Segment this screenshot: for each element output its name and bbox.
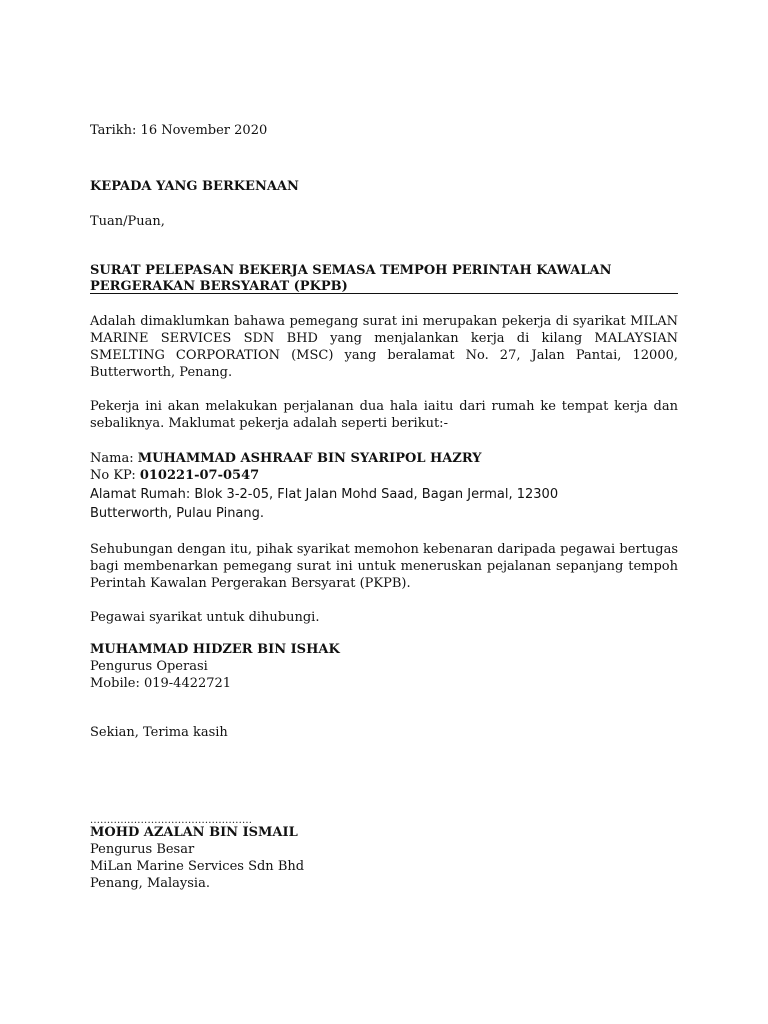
signature-line: ................................................: [90, 815, 253, 826]
paragraph-travel: Pekerja ini akan melakukan perjalanan dua hala iaitu dari rumah ke tempat kerja dan sebaliknya. Maklumat pekerja adalah seperti berikut:-: [90, 399, 678, 431]
employee-name-label: Nama:: [90, 451, 138, 466]
subject-line-2: PERGERAKAN BERSYARAT (PKPB): [90, 279, 348, 294]
recipient-heading: KEPADA YANG BERKENAAN: [90, 179, 299, 194]
letter-date: Tarikh: 16 November 2020: [90, 123, 268, 138]
subject-line-1: SURAT PELEPASAN BEKERJA SEMASA TEMPOH PERINTAH KAWALAN: [90, 263, 612, 278]
employee-ic-value: 010221-07-0547: [139, 468, 260, 483]
contact-position: Pengurus Operasi: [90, 659, 208, 674]
signatory-company: MiLan Marine Services Sdn Bhd: [90, 859, 305, 874]
contact-mobile: Mobile: 019-4422721: [90, 676, 232, 691]
contact-name: MUHAMMAD HIDZER BIN ISHAK: [90, 642, 340, 657]
employee-name-row: [90, 450, 482, 467]
employee-ic-row: [90, 467, 259, 484]
employee-address-line-1: Alamat Rumah: Blok 3-2-05, Flat Jalan Mohd Saad, Bagan Jermal, 12300: [90, 487, 559, 502]
contact-intro: Pegawai syarikat untuk dihubungi.: [90, 610, 320, 625]
signatory-position: Pengurus Besar: [90, 842, 195, 857]
paragraph-employment: Adalah dimaklumkan bahawa pemegang surat ini merupakan pekerja di syarikat MILAN MARINE SERVICES SDN BHD yang menjalankan kerja di kilang MALAYSIAN SMELTING CORPORATION (MSC) yang beralamat No. 27, Jalan Pantai, 12000, Butterworth, Penang.: [90, 314, 678, 380]
subject-underline: [90, 293, 678, 294]
paragraph-request: Sehubungan dengan itu, pihak syarikat memohon kebenaran daripada pegawai bertugas bagi membenarkan pemegang surat ini untuk meneruskan pejalanan sepanjang tempoh Perintah Kawalan Pergerakan Bersyarat (PKPB).: [90, 542, 678, 591]
salutation: Tuan/Puan,: [90, 214, 165, 229]
signatory-name: MOHD AZALAN BIN ISMAIL: [90, 825, 298, 840]
employee-ic-label: No KP:: [90, 468, 140, 483]
employee-name-value: MUHAMMAD ASHRAAF BIN SYARIPOL HAZRY: [137, 451, 482, 466]
closing-remark: Sekian, Terima kasih: [90, 725, 228, 740]
employee-address-line-2: Butterworth, Pulau Pinang.: [90, 506, 265, 521]
letter-page: [90, 0, 678, 1024]
signatory-location: Penang, Malaysia.: [90, 876, 210, 891]
